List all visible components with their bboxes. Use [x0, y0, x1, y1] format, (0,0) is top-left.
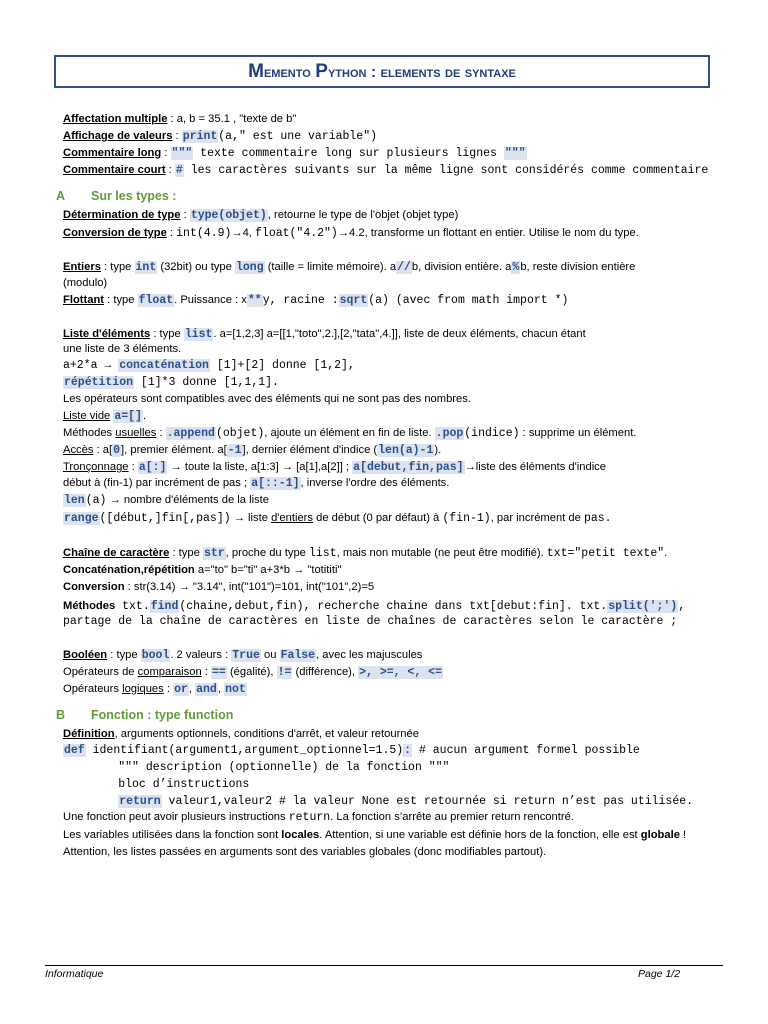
function-code-line-4: return valeur1,valeur2 # la valeur None est retournée si return n’est pas utilisée. — [119, 795, 694, 808]
function-definition: Définition, arguments optionnels, conditions d'arrêt, et valeur retournée — [63, 728, 419, 740]
list-operators: Les opérateurs sont compatibles avec des éléments qui ne sont pas des nombres. — [63, 393, 471, 405]
function-note-scope: Les variables utilisées dans la fonction sont locales. Attention, si une variable est définie hors de la fonction, elle est globale ! — [63, 829, 687, 841]
string-methods: Méthodes txt.find(chaine,debut,fin), recherche chaine dans txt[debut:fin]. txt.split(';'), — [63, 600, 686, 613]
footer-page-number: Page 1/2 — [638, 968, 681, 980]
string-definition: Chaîne de caractère : type str, proche du type list, mais non mutable (ne peut être modifié). txt="petit texte". — [63, 547, 668, 560]
intro-affectation: Affectation multiple : a, b = 35.1 , "texte de b" — [63, 113, 297, 125]
footer-subject: Informatique — [45, 968, 104, 980]
list-concatenation: a+2*a → concaténation [1]+[2] donne [1,2], — [63, 359, 355, 372]
function-code-line-3: bloc d’instructions — [63, 778, 250, 791]
boolean-logic: Opérateurs logiques : or, and, not — [63, 683, 246, 696]
function-code-line-1: def identifiant(argument1,argument_optionnel=1.5): # aucun argument formel possible — [64, 744, 640, 757]
list-definition-cont: une liste de 3 éléments. — [63, 343, 182, 355]
string-conversion: Conversion : str(3.14) → "3.14", int("101")=101, int("101",2)=5 — [63, 581, 375, 593]
list-slicing: Tronçonnage : a[:] → toute la liste, a[1:3] → [a[1],a[2]] ; a[debut,fin,pas]→liste des éléments d'indice — [63, 461, 606, 474]
type-entiers-cont: (modulo) — [63, 277, 108, 289]
function-note-lists: Attention, les listes passées en arguments sont des variables globales (donc modifiables partout). — [63, 846, 547, 858]
type-flottant: Flottant : type float. Puissance : x**y, racine :sqrt(a) (avec from math import *) — [63, 294, 569, 307]
list-len: len(a) → nombre d'éléments de la liste — [64, 494, 270, 507]
intro-commentaire-court: Commentaire court : # les caractères suivants sur la même ligne sont considérés comme commentaire — [63, 164, 709, 177]
intro-commentaire-long: Commentaire long : """ texte commentaire long sur plusieurs lignes """ — [63, 147, 526, 160]
list-empty: Liste vide a=[]. — [63, 410, 147, 423]
list-range: range([début,]fin[,pas]) → liste d'entiers de début (0 par défaut) à (fin-1), par incrément de pas. — [64, 512, 612, 525]
type-entiers: Entiers : type int (32bit) ou type long (taille = limite mémoire). a//b, division entière. a%b, reste division entière — [63, 261, 636, 274]
footer-divider — [45, 965, 723, 966]
boolean-comparison: Opérateurs de comparaison : == (égalité), != (différence), >, >=, <, <= — [63, 666, 442, 679]
list-definition: Liste d'éléments : type list. a=[1,2,3] a=[[1,"toto",2.],[2,"tata",4.]], liste de deux éléments, chacun étant — [63, 328, 586, 341]
page-title: Memento Python : elements de syntaxe — [54, 55, 710, 88]
list-access: Accès : a[0], premier élément. a[-1], dernier élément d'indice (len(a)-1). — [63, 444, 442, 457]
intro-affichage: Affichage de valeurs : print(a," est une variable") — [63, 130, 378, 143]
boolean-definition: Booléen : type bool. 2 valeurs : True ou False, avec les majuscules — [63, 649, 423, 662]
list-methods: Méthodes usuelles : .append(objet), ajoute un élément en fin de liste. .pop(indice) : supprime un élément. — [63, 427, 637, 440]
type-determination: Détermination de type : type(objet), retourne le type de l'objet (objet type) — [63, 209, 459, 222]
list-repetition: répétition [1]*3 donne [1,1,1]. — [64, 376, 279, 389]
type-conversion: Conversion de type : int(4.9)→4, float("4.2")→4.2, transforme un flottant en entier. Utilise le nom du type. — [63, 227, 639, 240]
function-note-return: Une fonction peut avoir plusieurs instructions return. La fonction s’arrête au premier return rencontré. — [63, 811, 574, 824]
section-a-heading: A Sur les types : — [56, 189, 177, 203]
function-code-line-2: """ description (optionnelle) de la fonction """ — [63, 761, 450, 774]
section-b-heading: B Fonction : type function — [56, 708, 234, 722]
string-concat: Concaténation,répétition a="to" b="ti" a+3*b → "totititi" — [63, 564, 342, 576]
string-methods-cont: partage de la chaîne de caractères en liste de chaînes de caractères selon le caractère ; — [63, 615, 678, 628]
list-slicing-cont: début à (fin-1) par incrément de pas ; a[::-1], inverse l'ordre des éléments. — [63, 477, 450, 490]
